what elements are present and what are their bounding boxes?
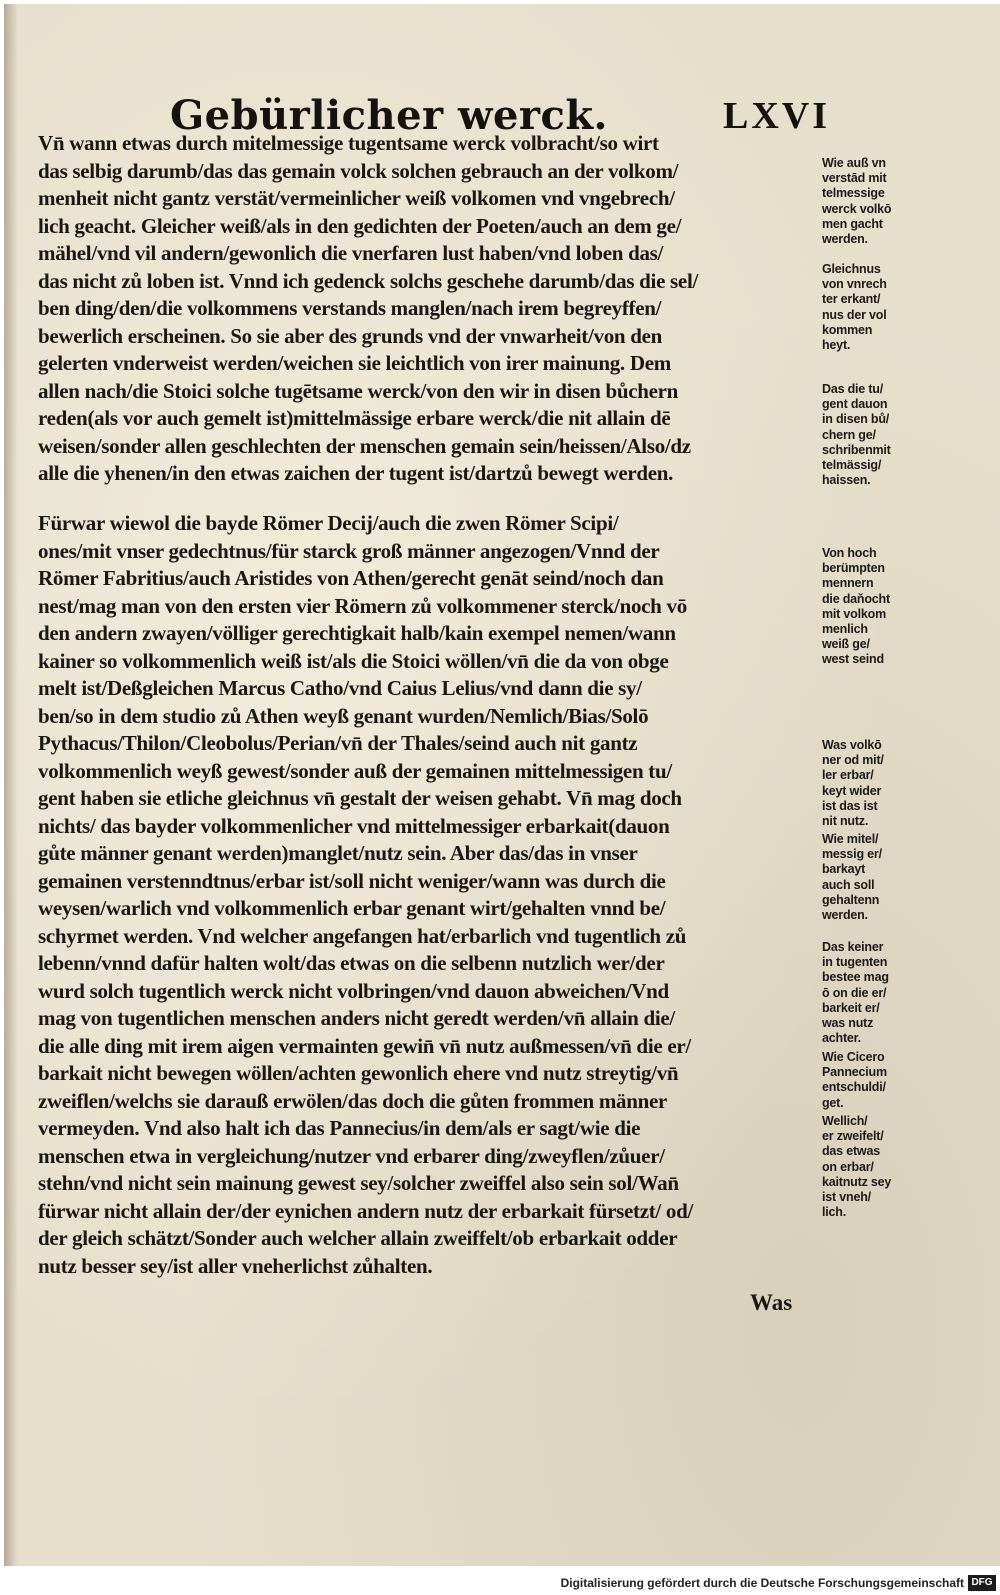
margin-note-line: die daňocht — [822, 591, 890, 606]
text-line: barkait nicht bewegen wöllen/achten gewonlich ehere vnd nutz streytig/vn̄ — [38, 1061, 679, 1085]
text-line: die alle ding mit irem aigen vermainten gewin̄ vn̄ nutz außmessen/vn̄ die er/ — [38, 1033, 691, 1058]
text-line: nest/mag man von den ersten vier Römern zů volkommener sterck/noch vō — [38, 593, 687, 618]
margin-note-line: weiß ge/ — [822, 637, 870, 652]
margin-note-line: Wie mitel/ — [822, 832, 879, 846]
margin-note-line: in tugenten — [822, 955, 888, 970]
margin-note — [822, 382, 922, 488]
text-line: weysen/warlich vnd volkommenlich erbar genant wirt/gehalten vnnd be/ — [38, 896, 666, 920]
text-line: der gleich schätzt/Sonder auch welcher allain zweiffelt/ob erbarkait odder — [38, 1226, 678, 1250]
margin-note — [822, 1114, 922, 1220]
margin-note-line: ō on die er/ — [822, 985, 887, 1000]
margin-note-line: barkeit er/ — [822, 1000, 880, 1015]
margin-note-line: ler erbar/ — [822, 768, 874, 783]
text-line: reden(als vor auch gemelt ist)mittelmässige erbare werck/die nit allain dē — [38, 406, 671, 430]
text-line: menschen etwa in vergleichung/nutzer vnd erbarer ding/zweyflen/zůuer/ — [38, 1143, 665, 1168]
margin-note-line: chern ge/ — [822, 427, 876, 442]
margin-note-line: menlich — [822, 621, 868, 636]
margin-note-line: keyt wider — [822, 783, 882, 798]
text-line: das nicht zů loben ist. Vnnd ich gedenck solchs geschehe darumb/das die sel/ — [38, 268, 699, 293]
text-line: vermeyden. Vnd also halt ich das Pannecius/in dem/als er sagt/wie die — [38, 1116, 641, 1140]
margin-note-line: get. — [822, 1095, 844, 1110]
text-line: Römer Fabritius/auch Aristides von Athen/gerecht genāt seind/noch dan — [38, 566, 664, 590]
text-line: lebenn/vnnd dafür halten wolt/das etwas on die selbenn nutzlich wer/der — [38, 951, 665, 975]
margin-note — [822, 738, 922, 829]
margin-note — [822, 940, 922, 1046]
text-line: mag von tugentlichen menschen anders nicht geredt werden/vn̄ allain die/ — [38, 1006, 675, 1030]
text-line: schyrmet werden. Vnd welcher angefangen hat/erbarlich vnd tugentlich zů — [38, 923, 687, 948]
text-line: gelerten vnderweist werden/weichen sie leichtlich von irer mainung. Dem — [38, 351, 671, 375]
text-line: das selbig darumb/das das gemain volck solchen gebrauch an der volkom/ — [38, 158, 679, 183]
text-line: fürwar nicht allain der/der eynichen andern nutz der erbarkait fürsetzt/ od/ — [38, 1198, 694, 1223]
catchword: Was — [750, 1290, 793, 1315]
digitization-footer — [0, 1572, 1000, 1595]
margin-note-line: werck volkō — [822, 201, 892, 216]
text-line: nutz besser sey/ist aller vneherlichst zůhalten. — [38, 1253, 433, 1278]
margin-note-line: ner od mit/ — [822, 753, 884, 768]
margin-note-line: gehaltenn — [822, 892, 880, 907]
paragraph-1 — [38, 130, 818, 488]
margin-note-line: das etwas — [822, 1144, 880, 1159]
text-line: menheit nicht gantz verstät/vermeinlicher weiß volkomen vnd vngebrech/ — [38, 186, 675, 210]
margin-note-line: telmessige — [822, 186, 885, 201]
text-line: Fürwar wiewol die bayde Römer Decij/auch die zwen Römer Scipi/ — [38, 511, 619, 535]
text-line: ben ding/den/die volkommens verstands manglen/nach irem begreyffen/ — [38, 296, 662, 320]
margin-note-line: achter. — [822, 1031, 861, 1046]
margin-note — [822, 262, 922, 353]
text-line: wurd solch tugentlich werck nicht volbringen/vnd dauon abweichen/Vnd — [38, 978, 669, 1003]
text-line: gůte männer genant werden)manglet/nutz sein. Aber das/das in vnser — [38, 841, 638, 865]
margin-note-line: Von hoch — [822, 546, 877, 560]
text-line: allen nach/die Stoici solche tugētsame werck/von den wir in disen bůchern — [38, 378, 679, 403]
text-line: den andern zwayen/völliger gerechtigkait halb/kain exempel nemen/wann — [38, 621, 676, 645]
running-head: Gebürlicher werck. — [170, 92, 608, 139]
margin-note-line: west seind — [822, 652, 884, 667]
margin-note-line: nus der vol — [822, 307, 887, 322]
text-line: bewerlich erscheinen. So sie aber des grunds vnd der vnwarheit/von den — [38, 323, 663, 348]
margin-note-line: gent dauon — [822, 397, 888, 412]
margin-note-line: er zweifelt/ — [822, 1129, 884, 1144]
text-line: melt ist/Deßgleichen Marcus Catho/vnd Caius Lelius/vnd dann die sy/ — [38, 676, 642, 700]
margin-note-line: ist das ist — [822, 798, 878, 813]
margin-note-line: heyt. — [822, 337, 851, 352]
margin-note-line: Wie Cicero — [822, 1050, 885, 1064]
text-line: stehn/vnd nicht sein mainung gewest sey/solcher zweiffel also sein sol/Wan̄ — [38, 1171, 679, 1195]
margin-note-line: barkayt — [822, 862, 866, 877]
text-line: zweiflen/welchs sie darauß erwölen/das doch die gůten frommen männer — [38, 1088, 668, 1113]
text-line: ones/mit vnser gedechtnus/für starck groß männer angezogen/Vnnd der — [38, 538, 660, 563]
margin-note-line: was nutz — [822, 1015, 874, 1030]
margin-note-line: Das die tu/ — [822, 382, 884, 396]
margin-note-line: telmässig/ — [822, 457, 882, 472]
margin-note-line: nit nutz. — [822, 813, 869, 828]
margin-note-line: messig er/ — [822, 847, 882, 862]
text-line: ben/so in dem studio zů Athen weyß genant wurden/Nemlich/Bias/Solō — [38, 703, 649, 728]
margin-note-line: Gleichnus — [822, 262, 881, 276]
margin-note-line: mennern — [822, 576, 874, 591]
margin-note-line: in disen bů/ — [822, 412, 890, 427]
margin-note — [822, 546, 922, 668]
margin-note-line: werden. — [822, 231, 868, 246]
folio-number: LXVI — [722, 95, 830, 137]
margin-note-line: lich. — [822, 1205, 847, 1220]
text-line: kainer so volkommenlich weiß ist/als die Stoici wöllen/vn̄ die da von obge — [38, 648, 669, 673]
margin-note-line: kommen — [822, 322, 873, 337]
margin-note-line: ist vneh/ — [822, 1189, 871, 1204]
margin-note — [822, 832, 922, 923]
margin-note — [822, 1050, 922, 1111]
paragraph-2 — [38, 510, 818, 1280]
margin-note-line: Wellich/ — [822, 1114, 868, 1128]
text-line: Pythacus/Thilon/Cleobolus/Perian/vn̄ der Thales/seind auch nit gantz — [38, 731, 638, 755]
margin-note-line: Pannecium — [822, 1065, 887, 1080]
margin-note-line: ter erkant/ — [822, 292, 881, 307]
margin-note-line: kaitnutz sey — [822, 1174, 892, 1189]
margin-note-line: auch soll — [822, 877, 875, 892]
text-line: lich geacht. Gleicher weiß/als in den gedichten der Poeten/auch an dem ge/ — [38, 213, 682, 238]
margin-note-line: mit volkom — [822, 606, 886, 621]
margin-note-line: bestee mag — [822, 970, 889, 985]
text-line: alle die yhenen/in den etwas zaichen der tugent ist/dartzů bewegt werden. — [38, 461, 674, 485]
margin-note-line: schribenmit — [822, 442, 891, 457]
funding-credit: Digitalisierung gefördert durch die Deutsche Forschungsgemeinschaft — [560, 1576, 964, 1590]
margin-note-line: men gacht — [822, 216, 883, 231]
margin-note-line: verstād mit — [822, 171, 887, 186]
page-edge-shadow — [4, 4, 18, 1566]
text-line: nichts/ das bayder volkommenlicher vnd mittelmessiger erbarkait(dauon — [38, 813, 670, 838]
margin-note-line: entschuldi/ — [822, 1080, 886, 1095]
margin-note-line: werden. — [822, 907, 868, 922]
text-line: volkommenlich weyß gewest/sonder auß der gemainen mittelmessigen tu/ — [38, 758, 672, 783]
margin-note-line: Das keiner — [822, 940, 884, 954]
text-line: weisen/sonder allen geschlechten der menschen gemain sein/heissen/Also/dz — [38, 433, 691, 458]
margin-note — [822, 156, 922, 247]
margin-note-line: haissen. — [822, 473, 871, 488]
dfg-logo-icon: DFG — [968, 1575, 996, 1591]
text-line: Vn̄ wann etwas durch mitelmessige tugentsame werck volbracht/so wirt — [38, 131, 659, 155]
text-line: mähel/vnd vil andern/gewonlich die vnerfaren lust haben/vnd loben das/ — [38, 241, 664, 265]
margin-note-line: von vnrech — [822, 277, 887, 292]
text-line: gemainen verstenndtnus/erbar ist/soll nicht weniger/wann was durch die — [38, 868, 666, 893]
margin-note-line: on erbar/ — [822, 1159, 874, 1174]
margin-note-line: berümpten — [822, 561, 885, 576]
text-line: gent haben sie etliche gleichnus vn̄ gestalt der weisen gehabt. Vn̄ mag doch — [38, 786, 682, 810]
margin-note-line: Was volkō — [822, 738, 882, 752]
margin-note-line: Wie auß vn — [822, 156, 886, 170]
